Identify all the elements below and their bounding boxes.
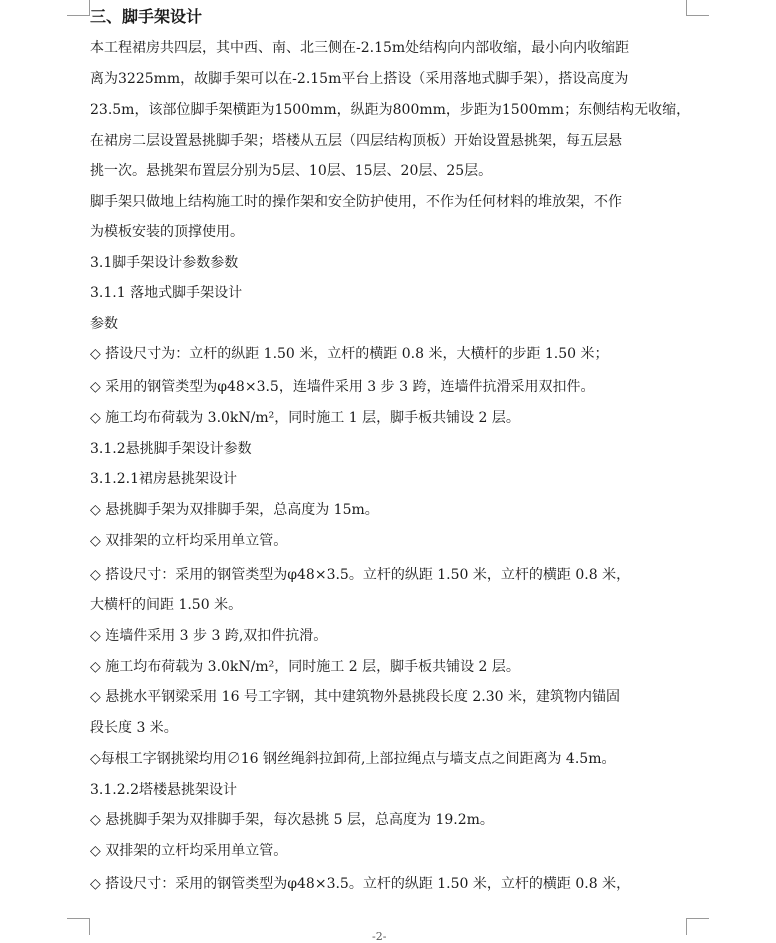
bullet-line: ◇ 悬挑水平钢梁采用 16 号工字钢，其中建筑物外悬挑段长度 2.30 米，建筑物内锚固 — [90, 689, 621, 705]
bullet-line: ◇ 搭设尺寸：采用的钢管类型为φ48×3.5。立杆的纵距 1.50 米，立杆的横距 0.8 米， — [90, 876, 631, 892]
text-line: 在裙房二层设置悬挑脚手架；塔楼从五层（四层结构顶板）开始设置悬挑架，每五层悬 — [90, 133, 622, 149]
text-line: 脚手架只做地上结构施工时的操作架和安全防护使用，不作为任何材料的堆放架，不作 — [90, 194, 622, 210]
page-number: -2- — [372, 930, 387, 943]
crop-mark-top-right — [686, 0, 709, 16]
subsection-title: 3.1脚手架设计参数参数 — [90, 255, 239, 271]
subsection-title: 3.1.2.1裙房悬挑架设计 — [90, 471, 237, 487]
bullet-line: ◇每根工字钢挑梁均用∅16 钢丝绳斜拉卸荷,上部拉绳点与墙支点之间距离为 4.5m。 — [90, 751, 616, 767]
crop-mark-bottom-left — [67, 918, 90, 935]
subsection-title: 3.1.2悬挑脚手架设计参数 — [90, 441, 252, 457]
text-line: 段长度 3 米。 — [90, 720, 178, 736]
bullet-line: ◇ 施工均布荷载为 3.0kN/m²，同时施工 1 层，脚手板共铺设 2 层。 — [90, 410, 520, 426]
bullet-line: ◇ 施工均布荷载为 3.0kN/m²，同时施工 2 层，脚手板共铺设 2 层。 — [90, 659, 520, 675]
section-heading: 三、脚手架设计 — [90, 7, 203, 26]
text-line: 23.5m，该部位脚手架横距为1500mm，纵距为800mm，步距为1500mm；东侧结构无收缩， — [90, 102, 691, 118]
crop-mark-top-left — [67, 0, 90, 16]
bullet-line: ◇ 悬挑脚手架为双排脚手架，总高度为 15m。 — [90, 502, 379, 518]
text-line: 为模板安装的顶撑使用。 — [90, 224, 244, 240]
bullet-line: ◇ 双排架的立杆均采用单立管。 — [90, 843, 288, 859]
bullet-line: ◇ 悬挑脚手架为双排脚手架，每次悬挑 5 层，总高度为 19.2m。 — [90, 812, 494, 828]
text-line: 大横杆的间距 1.50 米。 — [90, 597, 243, 613]
subsection-title: 3.1.2.2塔楼悬挑架设计 — [90, 782, 237, 798]
crop-mark-bottom-right — [686, 918, 709, 935]
bullet-line: ◇ 采用的钢管类型为φ48×3.5，连墙件采用 3 步 3 跨，连墙件抗滑采用双扣件。 — [90, 379, 595, 395]
text-line: 本工程裙房共四层，其中西、南、北三侧在-2.15m处结构向内部收缩，最小向内收缩距 — [90, 40, 630, 56]
bullet-line: ◇ 搭设尺寸为：立杆的纵距 1.50 米，立杆的横距 0.8 米，大横杆的步距 1.50 米； — [90, 346, 609, 362]
text-line: 离为3225mm，故脚手架可以在-2.15m平台上搭设（采用落地式脚手架），搭设高度为 — [90, 71, 629, 87]
subsection-title: 3.1.1 落地式脚手架设计 — [90, 285, 243, 301]
text-line: 挑一次。悬挑架布置层分别为5层、10层、15层、20层、25层。 — [90, 163, 493, 179]
bullet-line: ◇ 搭设尺寸：采用的钢管类型为φ48×3.5。立杆的纵距 1.50 米，立杆的横距 0.8 米， — [90, 567, 631, 583]
bullet-line: ◇ 双排架的立杆均采用单立管。 — [90, 533, 288, 549]
bullet-line: ◇ 连墙件采用 3 步 3 跨,双扣件抗滑。 — [90, 628, 328, 644]
text-line: 参数 — [90, 316, 118, 332]
